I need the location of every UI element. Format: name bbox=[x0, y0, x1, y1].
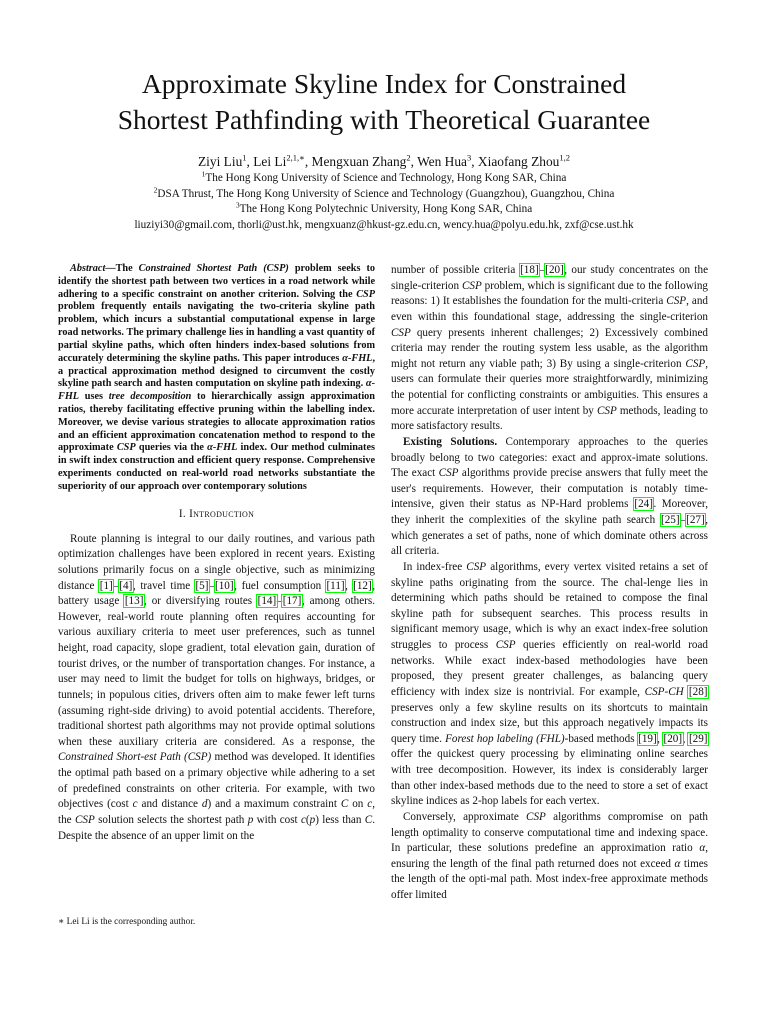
section-title: Introduction bbox=[189, 507, 255, 520]
intro-paragraph: Route planning is integral to our daily routines, and various path optimization challenges have been explored in recent years. Existing solutions primarily focus on a single objective, such as minimizing distance [1]–[4], travel time [5]–[10], fuel consumption [11], [12], battery usage [13], or diversifying routes [14]–[17], among others. However, real-world route planning often requires accounting for various auxiliary criteria to meet user preferences, such as tunnel height, road capacity, slope gradient, total elevation gain, duration of tourist drives, or the number of transportation changes. For instance, a user may need to limit the budget for tolls on highways, bridges, or tunnels; in populous cities, drivers often aim to make fewer left turns (assuming right-side driving) to avoid potential accidents. Therefore, traditional shortest path algorithms may not provide optimal solutions when these auxiliary criteria are considered. As a response, the Constrained Short-est Path (CSP) method was developed. It identifies the optimal path based on a primary objective while adhering to a set of predefined constraints on other criteria. For example, with two objectives (cost c and distance d) and a maximum constraint C on c, the CSP solution selects the shortest path p with cost c(p) less than C. Despite the absence of an upper limit on the bbox=[58, 532, 375, 842]
section-heading: I. Introduction bbox=[178, 507, 255, 520]
author: Xiaofang Zhou$^{1,2}$ bbox=[477, 152, 570, 169]
footnote: ∗ Lei Li is the corresponding author. bbox=[58, 917, 196, 927]
title-line-2: Shortest Pathfinding with Theoretical Guarantee bbox=[117, 104, 651, 135]
body-paragraph: Existing Solutions. Contemporary approaches to the queries broadly belong to two categories: exact and approx-imate solutions. The exact CSP algorithms provide precise answers that fully meet the user's requirements. However, their computation is notably time-intensive, given their status as NP-Hard problems [24]. Moreover, they inherit the complexities of the skyline path search [25]–[27], which generates a set of paths, none of which dominate others across all criteria. bbox=[391, 435, 709, 558]
body-paragraph: In index-free CSP algorithms, every vertex visited retains a set of skyline paths originating from the source. The chal-lenge lies in determining which paths should be retained to compose the final skyline path for subsequent searches. This process results in significant memory usage, which is why an exact index-free solution struggles to process CSP queries efficiently on real-world road networks. While exact index-based methodologies have been proposed, they present greater challenges, as balancing query efficiency with index size is nontrivial. For example, CSP-CH [28] preserves only a few skyline results on its shortcuts to maintain construction and index size, but this approach negatively impacts its query time. Forest hop labeling (FHL)-based methods [19], [20], [29] offer the quickest query processing by eliminating online searches with tree decomposition. However, its index is considerably larger than other index-based methods due to the need to store a set of exact skyline indices as 2-hop labels for each vertex. bbox=[391, 560, 709, 808]
author: Mengxuan Zhang$^2$ bbox=[311, 152, 411, 169]
affiliation: $^3$The Hong Kong Polytechnic University, Hong Kong SAR, China bbox=[235, 200, 533, 215]
left-column bbox=[58, 263, 375, 844]
author-list: Ziyi Liu$^1$, Lei $Li^{2,1,∗}$, Mengxuan Zhang$^2$, Wen Hua$^3$, Xiaofang Zhou$^{1,2}$ bbox=[198, 152, 570, 169]
right-column bbox=[391, 263, 708, 904]
title-line-1: Approximate Skyline Index for Constrained bbox=[141, 68, 627, 99]
author: Ziyi Liu$^1$ bbox=[198, 152, 247, 169]
body-paragraph: number of possible criteria [18]–[20], our study concentrates on the single-criterion CSP problem, which is significant due to the following reasons: 1) It establishes the foundation for the multi-criteria CSP, and even within this foundational stage, addressing the single-criterion CSP query presents inherent challenges; 2) Excessively combined criteria may render the routing system less usable, as the algorithm might not return any viable path; 3) By using a single-criterion CSP, users can formulate their queries more straightforwardly, minimizing the potential for conflicting constraints or ambiguities. This ensures a more accurate interpretation of user intent by CSP methods, leading to more satisfactory results. bbox=[391, 264, 709, 433]
body-paragraph: Conversely, approximate CSP algorithms compromise on path length optimality to conserve computational time and indexing space. In particular, these solutions predefine an approximation ratio α, ensuring the length of the final path returned does not exceed α times the length of the opti-mal path. Most index-free approximate methods offer limited bbox=[391, 810, 709, 901]
abstract: Abstract—The Constrained Shortest Path (CSP) problem seeks to identify the shortest path between two vertices in a road network while adhering to a specific constraint on another criterion. Solving the CSP problem frequently entails navigating the two-criteria skyline path problem, which incurs a substantial computational expense in large road networks. The primary challenge lies in handling a vast quantity of partial skyline paths, which often hinders index-based solutions from accurately determining the skyline paths. This paper introduces α-FHL, a practical approximation method designed to circumvent the costly skyline path search and hasten computation on skyline path indexing. α-FHL uses tree decomposition to hierarchically assign approximation ratios, thereby facilitating effective pruning within the labelling index. Moreover, we devise various strategies to allocate approximation ratios and an efficient approximation concatenation method to respond to the approximate CSP queries via the α-FHL index. Our method culminates in swift index construction and efficient query response. Comprehensive experiments conducted on real-world road networks substantiate the superiority of our approach over contemporary solutions bbox=[58, 263, 376, 492]
author: Wen Hua$^3$ bbox=[417, 152, 472, 169]
affiliation: $^2$DSA Thrust, The Hong Kong University of Science and Technology (Guangzhou), Guangzhou, China bbox=[153, 184, 615, 200]
affiliation-block bbox=[30, 171, 738, 233]
affiliation: $^1$The Hong Kong University of Science and Technology, Hong Kong SAR, China bbox=[201, 169, 567, 184]
author: Lei $Li^{2,1,∗}$ bbox=[253, 152, 305, 169]
paper-title bbox=[40, 66, 728, 138]
author-emails: liuziyi30@gmail.com, thorli@ust.hk, mengxuanz@hkust-gz.edu.cn, wency.hua@polyu.edu.hk, zxf@cse.ust.hk bbox=[134, 218, 634, 231]
